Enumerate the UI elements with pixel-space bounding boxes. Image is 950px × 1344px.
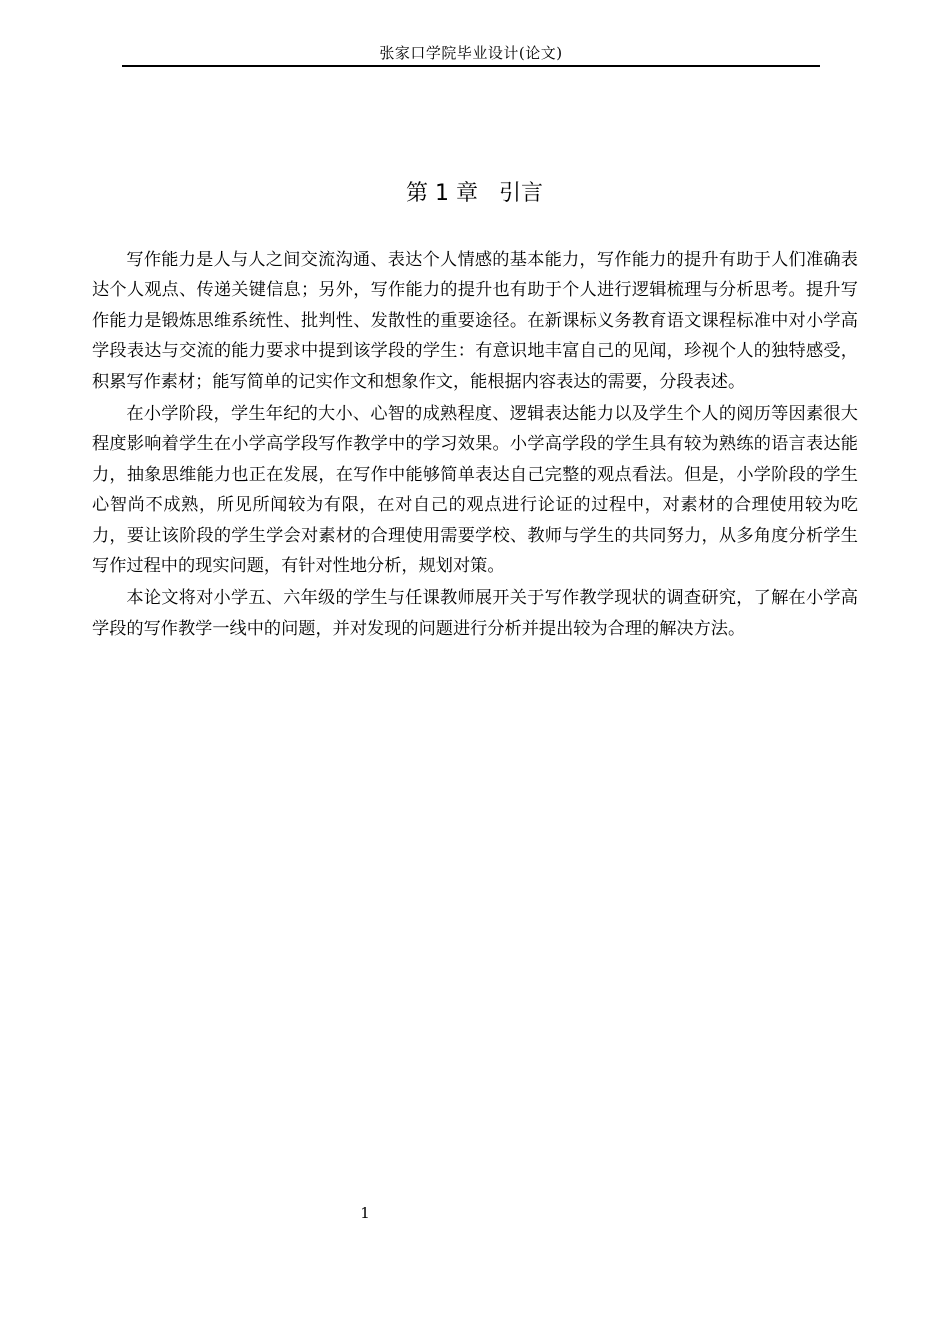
paragraph: 在小学阶段，学生年纪的大小、心智的成熟程度、逻辑表达能力以及学生个人的阅历等因素很大程度影响着学生在小学高学段写作教学中的学习效果。小学高学段的学生具有较为熟练的语言表达能力，抽象思维能力也正在发展，在写作中能够简单表达自己完整的观点看法。但是，小学阶段的学生心智尚不成熟，所见所闻较为有限，在对自己的观点进行论证的过程中，对素材的合理使用较为吃力，要让该阶段的学生学会对素材的合理使用需要学校、教师与学生的共同努力，从多角度分析学生写作过程中的现实问题，有针对性地分析，规划对策。 [92,404,858,577]
chapter-title: 第 1 章 引言 [406,181,543,206]
running-header: 张家口学院毕业设计(论文) [379,44,563,62]
header-rule [122,65,820,67]
page-number: 1 [360,1204,370,1222]
body-text [92,245,858,644]
paragraph: 本论文将对小学五、六年级的学生与任课教师展开关于写作教学现状的调查研究，了解在小学高学段的写作教学一线中的问题，并对发现的问题进行分析并提出较为合理的解决方法。 [92,588,858,639]
paragraph: 写作能力是人与人之间交流沟通、表达个人情感的基本能力，写作能力的提升有助于人们准确表达个人观点、传递关键信息；另外，写作能力的提升也有助于个人进行逻辑梳理与分析思考。提升写作能力是锻炼思维系统性、批判性、发散性的重要途径。在新课标义务教育语文课程标准中对小学高学段表达与交流的能力要求中提到该学段的学生：有意识地丰富自己的见闻，珍视个人的独特感受，积累写作素材；能写简单的记实作文和想象作文，能根据内容表达的需要，分段表述。 [92,250,858,392]
